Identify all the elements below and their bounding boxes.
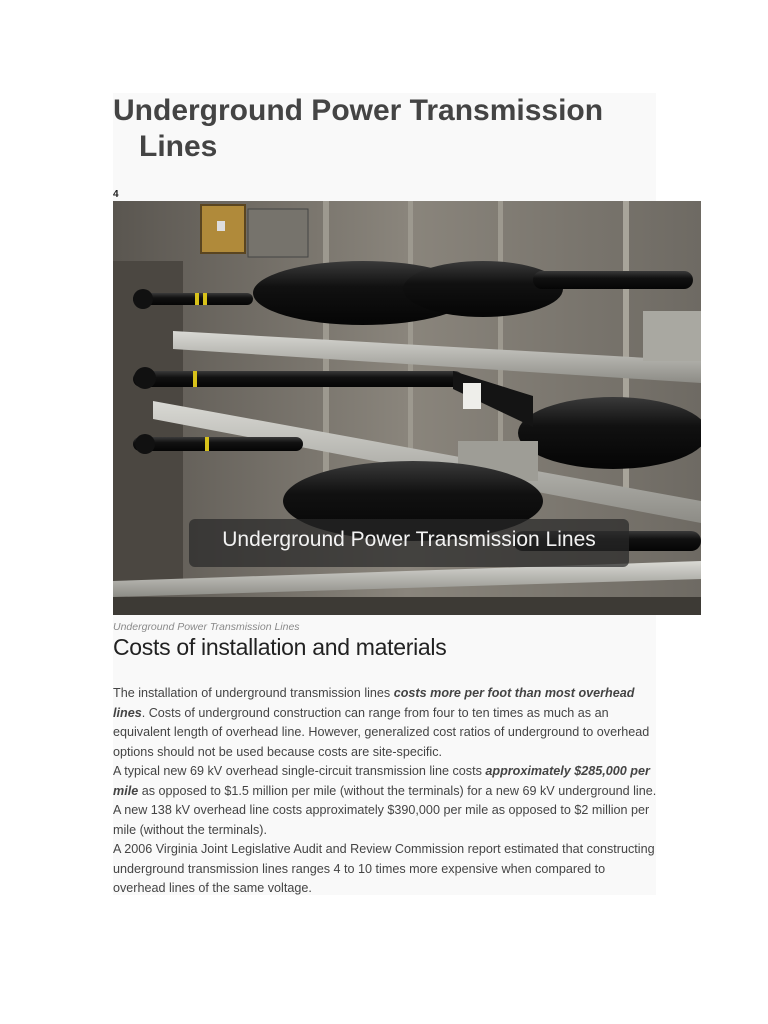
paragraph-1-emphasis: costs more per foot than most overhead lines — [113, 686, 635, 720]
cable-band — [195, 293, 199, 305]
shelf-bracket — [643, 311, 701, 361]
paragraph-2 — [113, 762, 658, 840]
section-body — [113, 684, 658, 899]
cable-splice-top-2 — [403, 261, 563, 317]
junction-box-label — [217, 221, 225, 231]
cable-end-bottom — [135, 434, 155, 454]
photo-overlay-banner — [189, 519, 629, 567]
paragraph-3: A 2006 Virginia Joint Legislative Audit and Review Commission report estimated that constructing underground transmission lines ranges 4 to 10 times more expensive when compared to overhead lines of the same voltage. — [113, 842, 655, 895]
cable-end-top — [133, 289, 153, 309]
photo-caption: Underground Power Transmission Lines — [113, 621, 300, 633]
cable-middle — [133, 371, 463, 387]
left-wall-block — [113, 261, 183, 591]
cable-band — [205, 437, 209, 451]
page-marker: 4 — [113, 189, 119, 200]
section-heading: Costs of installation and materials — [113, 634, 447, 660]
insulator-clip — [463, 383, 481, 409]
page-title — [113, 93, 653, 165]
control-box — [248, 209, 308, 257]
cable-band — [193, 371, 197, 387]
cable-band — [203, 293, 207, 305]
cable-top-right — [533, 271, 693, 289]
paragraph-2-text-b: as opposed to $1.5 million per mile (without the terminals) for a new 69 kV underground line. A new 138 kV overhead line costs approximately $390,000 per mile as opposed to $2 million per mile (without the terminals). — [113, 783, 657, 837]
cable-splice-middle — [518, 397, 701, 469]
paragraph-1-text-b: . Costs of underground construction can range from four to ten times as much as an equivalent length of overhead line. However, generalized cost ratios of underground to overhead options should not be used because costs are site-specific. — [113, 705, 650, 759]
paragraph-1 — [113, 684, 658, 762]
paragraph-2-emphasis: approximately $285,000 per mile — [113, 764, 650, 798]
cable-end-middle — [134, 367, 156, 389]
page-title-line1: Underground Power Transmission — [113, 94, 604, 127]
vault-floor — [113, 597, 701, 615]
photo-overlay-text: Underground Power Transmission Lines — [222, 528, 596, 551]
page-title-line2: Lines — [139, 130, 218, 163]
paragraph-1-text-a: The installation of underground transmission lines — [113, 686, 394, 700]
cable-bottom — [133, 437, 303, 451]
cable-vault-photo — [113, 201, 701, 615]
paragraph-2-text-a: A typical new 69 kV overhead single-circuit transmission line costs — [113, 764, 486, 778]
